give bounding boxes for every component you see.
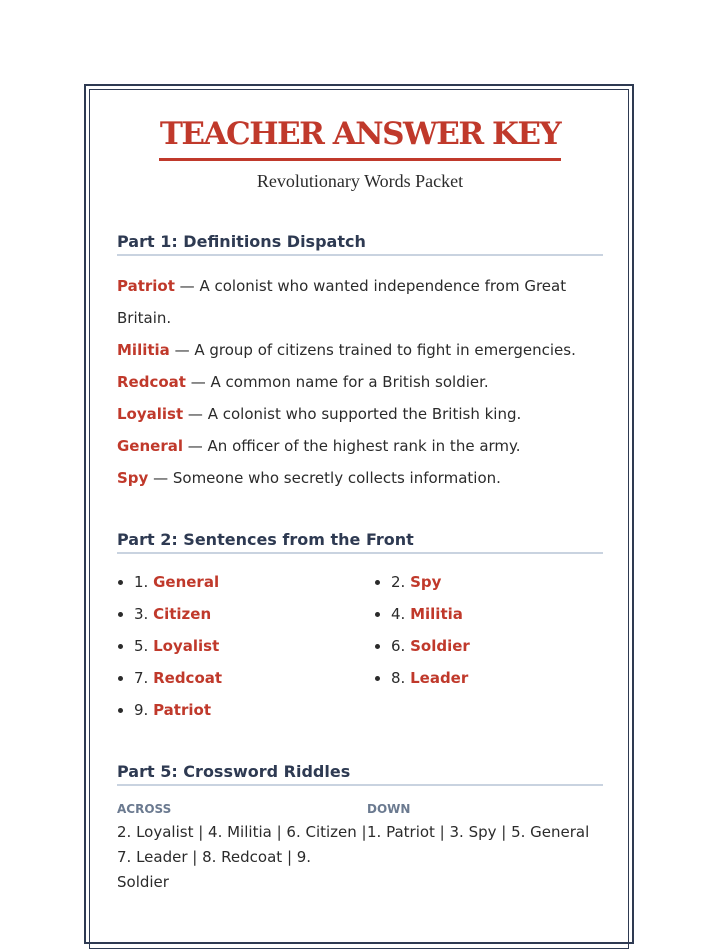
definition-term: Loyalist bbox=[117, 405, 184, 423]
part1-heading: Part 1: Definitions Dispatch bbox=[117, 232, 603, 256]
definition-text: — A colonist who supported the British king. bbox=[183, 405, 522, 423]
definitions-list bbox=[117, 270, 603, 494]
list-item bbox=[391, 630, 631, 662]
list-item bbox=[391, 598, 631, 630]
across-column bbox=[117, 800, 367, 895]
item-answer: Militia bbox=[410, 605, 463, 623]
definition-term: Patriot bbox=[117, 277, 175, 295]
list-item bbox=[391, 566, 631, 598]
page-subtitle: Revolutionary Words Packet bbox=[256, 171, 464, 191]
part5-heading: Part 5: Crossword Riddles bbox=[117, 762, 603, 786]
part2-heading: Part 2: Sentences from the Front bbox=[117, 530, 603, 554]
list-item bbox=[134, 662, 391, 694]
list-item bbox=[134, 694, 391, 726]
across-answers: 2. Loyalist | 4. Militia | 6. Citizen | 7. Leader | 8. Redcoat | 9. Soldier bbox=[117, 823, 367, 891]
item-number: 3. bbox=[134, 605, 154, 623]
definition-text: — An officer of the highest rank in the army. bbox=[183, 437, 521, 455]
item-answer: Leader bbox=[410, 669, 469, 687]
item-number: 7. bbox=[134, 669, 154, 687]
definition-term: General bbox=[117, 437, 183, 455]
item-answer: Soldier bbox=[410, 637, 470, 655]
item-answer: Citizen bbox=[153, 605, 212, 623]
item-number: 4. bbox=[391, 605, 411, 623]
item-number: 8. bbox=[391, 669, 411, 687]
item-answer: General bbox=[153, 573, 220, 591]
down-column bbox=[367, 800, 603, 895]
sentence-answers-list bbox=[117, 566, 603, 726]
definition-text: — A common name for a British soldier. bbox=[185, 373, 489, 391]
down-answers: 1. Patriot | 3. Spy | 5. General bbox=[367, 823, 590, 841]
list-item bbox=[391, 662, 631, 694]
item-number: 6. bbox=[391, 637, 411, 655]
definition-term: Redcoat bbox=[117, 373, 186, 391]
definition-term: Militia bbox=[117, 341, 170, 359]
item-answer: Redcoat bbox=[153, 669, 223, 687]
definition-item bbox=[117, 462, 603, 494]
list-item bbox=[134, 630, 391, 662]
item-answer: Loyalist bbox=[153, 637, 220, 655]
crossword-answers bbox=[117, 800, 603, 895]
definition-item bbox=[117, 366, 603, 398]
item-number: 1. bbox=[134, 573, 154, 591]
title-block bbox=[117, 110, 603, 161]
answer-key-content bbox=[117, 110, 603, 895]
item-number: 2. bbox=[391, 573, 411, 591]
item-number: 9. bbox=[134, 701, 154, 719]
definition-item bbox=[117, 270, 603, 334]
definition-item bbox=[117, 398, 603, 430]
definition-term: Spy bbox=[117, 469, 149, 487]
item-answer: Spy bbox=[410, 573, 442, 591]
definition-item bbox=[117, 430, 603, 462]
list-item bbox=[134, 598, 391, 630]
across-label: ACROSS bbox=[117, 802, 172, 816]
definition-item bbox=[117, 334, 603, 366]
definition-text: — A colonist who wanted independence from Great Britain. bbox=[117, 277, 567, 327]
definition-text: — A group of citizens trained to fight in emergencies. bbox=[169, 341, 576, 359]
page-title: TEACHER ANSWER KEY bbox=[159, 110, 561, 161]
item-answer: Patriot bbox=[153, 701, 211, 719]
definition-text: — Someone who secretly collects information. bbox=[148, 469, 501, 487]
item-number: 5. bbox=[134, 637, 154, 655]
list-item bbox=[134, 566, 391, 598]
down-label: DOWN bbox=[367, 802, 411, 816]
